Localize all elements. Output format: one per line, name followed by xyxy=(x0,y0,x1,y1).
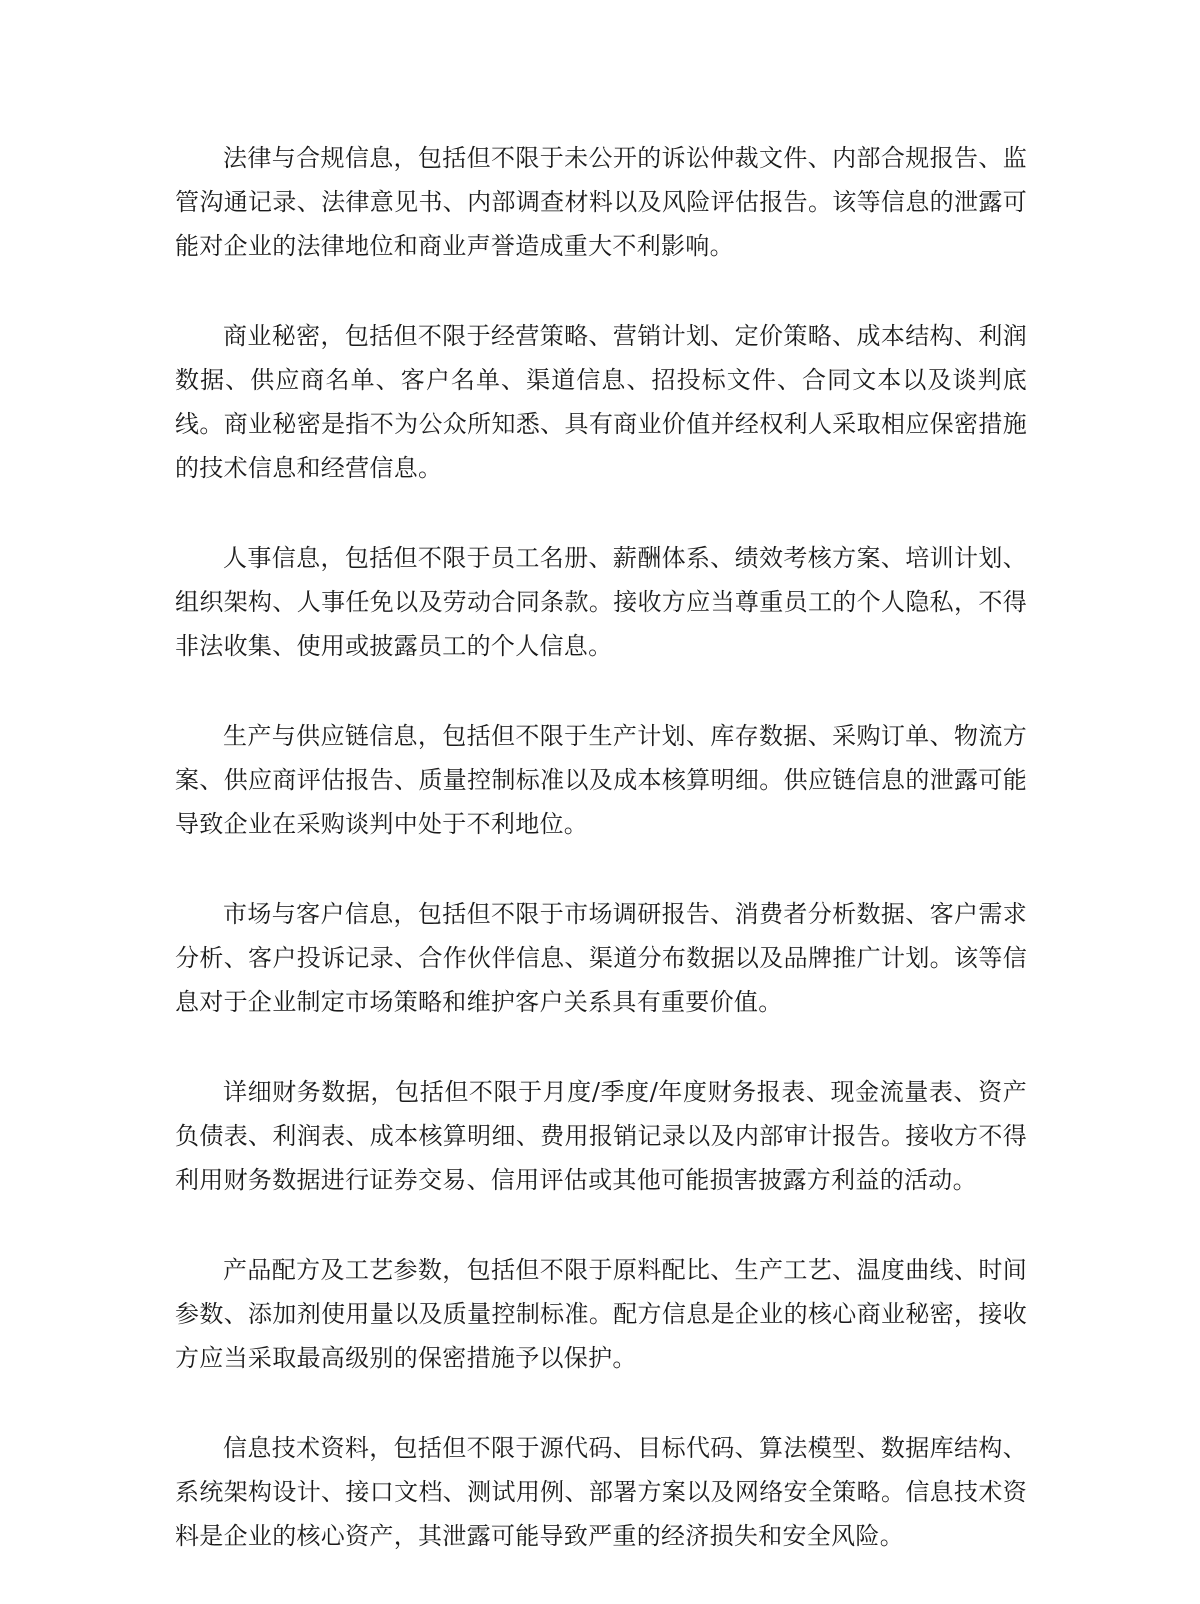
paragraph-personnel-info: 人事信息，包括但不限于员工名册、薪酬体系、绩效考核方案、培训计划、组织架构、人事任免以及劳动合同条款。接收方应当尊重员工的个人隐私，不得非法收集、使用或披露员工的个人信息。 xyxy=(175,544,1027,660)
paragraph-it-materials: 信息技术资料，包括但不限于源代码、目标代码、算法模型、数据库结构、系统架构设计、接口文档、测试用例、部署方案以及网络安全策略。信息技术资料是企业的核心资产，其泄露可能导致严重的经济损失和安全风险。 xyxy=(175,1434,1027,1550)
paragraph-market-customer: 市场与客户信息，包括但不限于市场调研报告、消费者分析数据、客户需求分析、客户投诉记录、合作伙伴信息、渠道分布数据以及品牌推广计划。该等信息对于企业制定市场策略和维护客户关系具有重要价值。 xyxy=(175,900,1027,1016)
document-body xyxy=(175,136,1027,1604)
paragraph-supply-chain: 生产与供应链信息，包括但不限于生产计划、库存数据、采购订单、物流方案、供应商评估报告、质量控制标准以及成本核算明细。供应链信息的泄露可能导致企业在采购谈判中处于不利地位。 xyxy=(175,722,1027,838)
paragraph-product-formula: 产品配方及工艺参数，包括但不限于原料配比、生产工艺、温度曲线、时间参数、添加剂使用量以及质量控制标准。配方信息是企业的核心商业秘密，接收方应当采取最高级别的保密措施予以保护。 xyxy=(175,1256,1027,1372)
paragraph-legal-compliance: 法律与合规信息，包括但不限于未公开的诉讼仲裁文件、内部合规报告、监管沟通记录、法律意见书、内部调查材料以及风险评估报告。该等信息的泄露可能对企业的法律地位和商业声誉造成重大不利影响。 xyxy=(175,144,1027,260)
paragraph-financial-data: 详细财务数据，包括但不限于月度/季度/年度财务报表、现金流量表、资产负债表、利润表、成本核算明细、费用报销记录以及内部审计报告。接收方不得利用财务数据进行证券交易、信用评估或其他可能损害披露方利益的活动。 xyxy=(175,1078,1027,1194)
paragraph-trade-secrets: 商业秘密，包括但不限于经营策略、营销计划、定价策略、成本结构、利润数据、供应商名单、客户名单、渠道信息、招投标文件、合同文本以及谈判底线。商业秘密是指不为公众所知悉、具有商业价值并经权利人采取相应保密措施的技术信息和经营信息。 xyxy=(175,322,1027,482)
